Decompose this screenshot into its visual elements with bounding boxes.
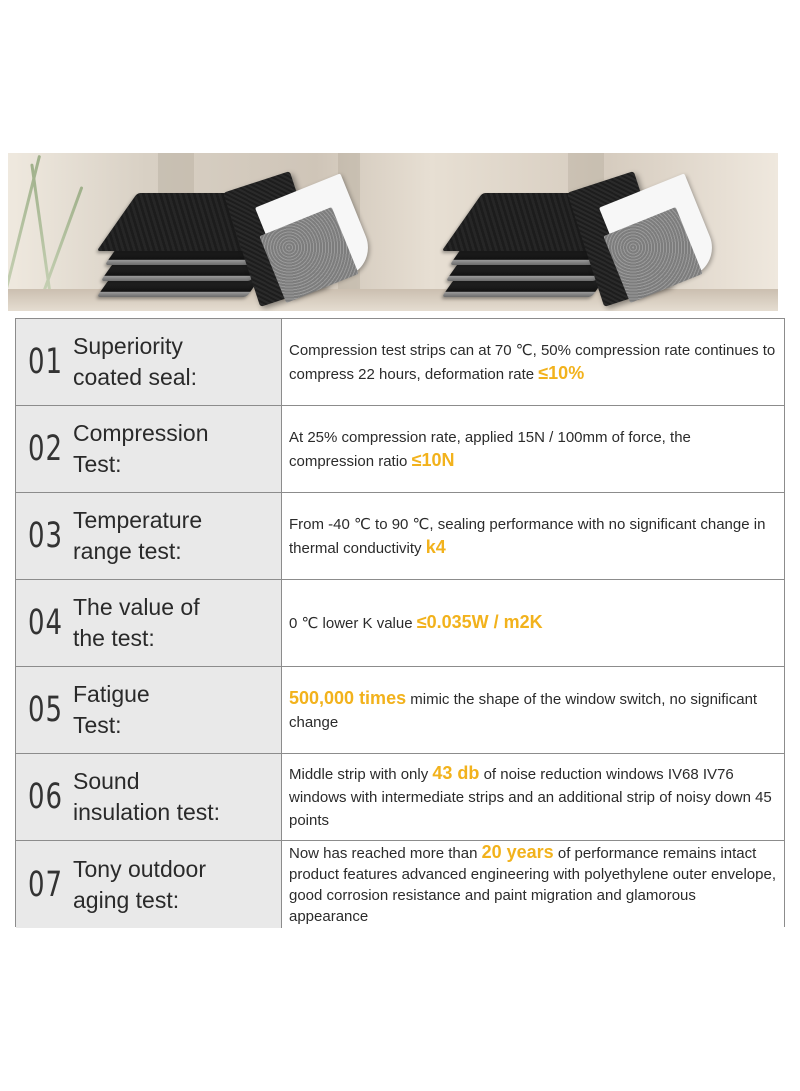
table-row bbox=[16, 406, 784, 493]
row-description: Compression test strips can at 70 ℃, 50% compression rate continues to compress 22 hours, deformation rate ≤10% bbox=[289, 341, 776, 383]
row-description-cell bbox=[282, 493, 784, 579]
test-spec-table bbox=[15, 318, 785, 927]
row-description: 500,000 times mimic the shape of the window switch, no significant change bbox=[289, 687, 758, 731]
table-row bbox=[16, 841, 784, 928]
row-description-cell bbox=[282, 319, 784, 405]
row-number: 03 bbox=[28, 515, 64, 557]
highlight-value: ≤10N bbox=[411, 449, 455, 470]
row-header-cell bbox=[16, 406, 282, 492]
row-description: Now has reached more than 20 years of performance remains intact product features advanced engineering with polyethylene outer envelope, good corrosion resistance and paint migration and glamorous appearance bbox=[289, 842, 777, 925]
product-banner-image bbox=[8, 153, 778, 311]
table-row bbox=[16, 667, 784, 754]
row-description-cell bbox=[282, 841, 784, 928]
row-header-cell bbox=[16, 754, 282, 840]
row-header-cell bbox=[16, 667, 282, 753]
table-row bbox=[16, 319, 784, 406]
highlight-value: ≤0.035W / m2K bbox=[416, 612, 543, 632]
row-number: 01 bbox=[28, 341, 64, 383]
row-title: Superiority coated seal: bbox=[73, 333, 198, 390]
row-title: The value of the test: bbox=[73, 594, 200, 651]
row-number: 07 bbox=[28, 864, 64, 905]
row-description: 0 ℃ lower K value ≤0.035W / m2K bbox=[289, 612, 543, 632]
highlight-value: 20 years bbox=[481, 842, 554, 862]
row-header-cell bbox=[16, 580, 282, 666]
highlight-value: k4 bbox=[425, 536, 446, 557]
highlight-value: 500,000 times bbox=[289, 687, 407, 708]
row-description: At 25% compression rate, applied 15N / 100mm of force, the compression ratio ≤10N bbox=[289, 428, 691, 470]
row-description-cell bbox=[282, 667, 784, 753]
highlight-value: ≤10% bbox=[538, 362, 585, 383]
row-header-cell bbox=[16, 319, 282, 405]
row-number: 06 bbox=[28, 776, 64, 818]
table-row bbox=[16, 754, 784, 841]
row-description: Middle strip with only 43 db of noise reduction windows IV68 IV76 windows with intermediate strips and an additional strip of noisy down 45 points bbox=[289, 763, 772, 829]
row-description: From -40 ℃ to 90 ℃, sealing performance with no significant change in thermal conductivity k4 bbox=[289, 515, 766, 557]
highlight-value: 43 db bbox=[432, 763, 480, 783]
row-header-cell bbox=[16, 841, 282, 928]
row-title: Sound insulation test: bbox=[73, 768, 221, 825]
row-description-cell bbox=[282, 406, 784, 492]
row-number: 04 bbox=[28, 602, 64, 644]
row-description-cell bbox=[282, 580, 784, 666]
row-description-cell bbox=[282, 754, 784, 840]
row-header-cell bbox=[16, 493, 282, 579]
row-number: 02 bbox=[28, 428, 64, 470]
row-title: Temperature range test: bbox=[73, 507, 203, 564]
table-row bbox=[16, 493, 784, 580]
row-number: 05 bbox=[28, 689, 64, 731]
row-title: Compression Test: bbox=[73, 420, 209, 477]
table-row bbox=[16, 580, 784, 667]
row-title: Fatigue Test: bbox=[73, 681, 150, 738]
row-title: Tony outdoor aging test: bbox=[73, 855, 206, 913]
